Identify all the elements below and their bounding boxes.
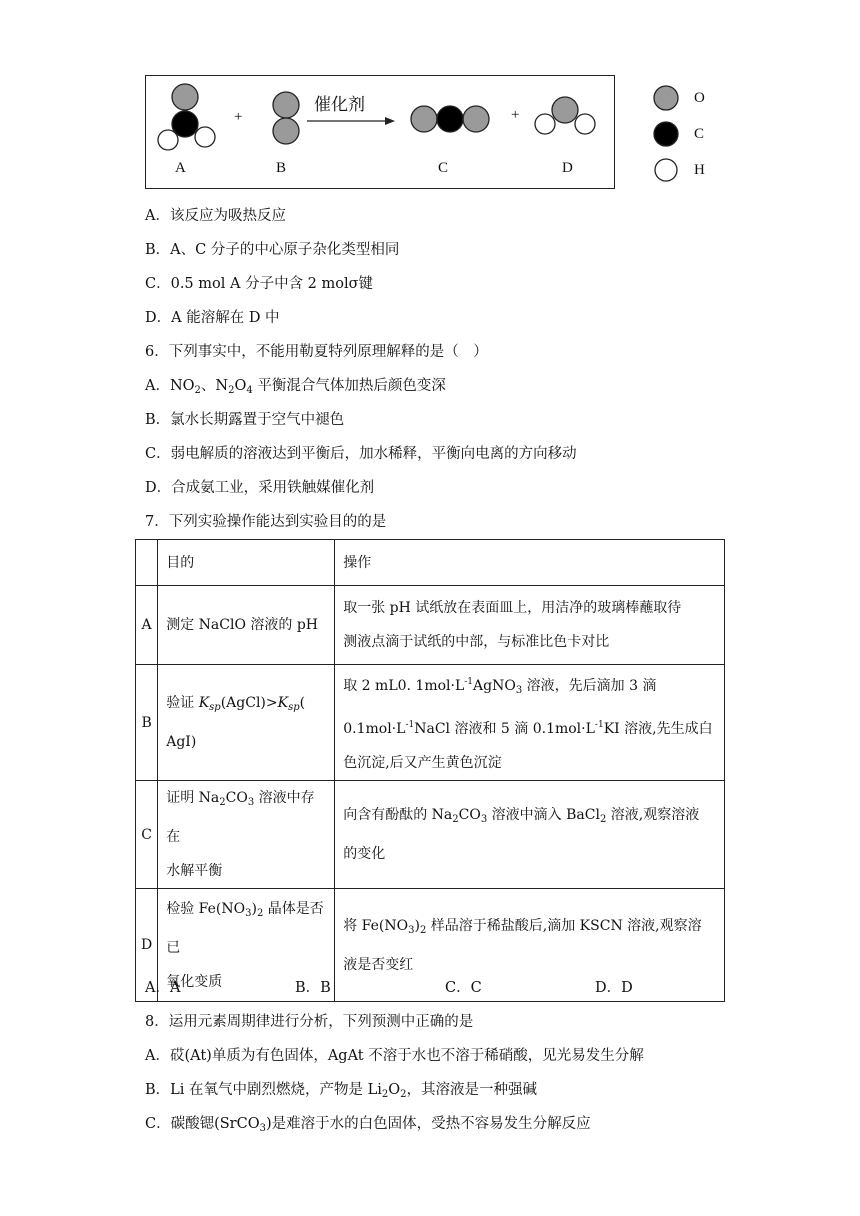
row-key: B	[136, 665, 158, 781]
legend-oxygen-swatch	[654, 86, 678, 110]
legend-hydrogen-label: H	[694, 162, 705, 178]
mol-a-carbon	[172, 111, 198, 137]
row-purpose: 验证 $K_{sp}(AgCl)>K_{sp}$( AgI)	[158, 665, 335, 781]
table-row	[136, 889, 725, 1002]
q6-option-a: A．$NO_2$、$N_2O_4$ 平衡混合气体加热后颜色变深	[145, 378, 446, 396]
q8-option-a: A．砹(At)单质为有色固体，AgAt 不溶于水也不溶于稀硝酸，见光易发生分解	[145, 1048, 644, 1064]
q6-option-c: C．弱电解质的溶液达到平衡后，加水稀释，平衡向电离的方向移动	[145, 446, 577, 462]
q7-option-a: A．A	[145, 980, 181, 996]
mol-a-label: A	[175, 160, 186, 176]
q5-option-d: D．A 能溶解在 D 中	[145, 310, 280, 326]
header-operation: 操作	[335, 540, 725, 586]
q7-stem: 7．下列实验操作能达到实验目的的是	[145, 514, 387, 530]
q5-option-b: B．A、C 分子的中心原子杂化类型相同	[145, 242, 400, 258]
q6-stem: 6．下列事实中，不能用勒夏特列原理解释的是（ ）	[145, 344, 488, 360]
row-key: D	[136, 889, 158, 1002]
mol-d-oxygen	[552, 97, 578, 123]
mol-b-oxygen-top	[273, 92, 299, 118]
table-row	[136, 586, 725, 665]
q8-option-c: C．碳酸锶(SrCO$_3$)是难溶于水的白色固体，受热不容易发生分解反应	[145, 1116, 591, 1134]
legend-oxygen-label: O	[694, 90, 705, 106]
q7-table	[135, 539, 725, 1002]
row-key: C	[136, 781, 158, 889]
header-purpose: 目的	[158, 540, 335, 586]
q8-option-b: B．Li 在氧气中剧烈燃烧，产物是 $Li_2O_2$，其溶液是一种强碱	[145, 1082, 538, 1100]
legend-carbon-label: C	[694, 126, 705, 142]
legend-hydrogen-swatch	[655, 159, 677, 181]
mol-b-label: B	[276, 160, 287, 176]
q7-option-d: D．D	[595, 980, 633, 996]
mol-d-hydrogen-left	[535, 114, 555, 134]
row-purpose: 证明 $Na_2CO_3$ 溶液中存在 水解平衡	[158, 781, 335, 889]
q6-option-d: D．合成氨工业，采用铁触媒催化剂	[145, 480, 375, 496]
mol-a-hydrogen-right	[195, 127, 215, 147]
mol-d-hydrogen-right	[575, 114, 595, 134]
row-purpose: 测定 NaClO 溶液的 pH	[158, 586, 335, 665]
row-purpose: 检验 $Fe(NO_3)_2$ 晶体是否 已 氧化变质	[158, 889, 335, 1002]
row-operation: 取 2 mL0. $1mol\cdot L^{-1}AgNO_3$ 溶液，先后滴加 3 滴 $0.1mol\cdot L^{-1}NaCl$ 溶液和 5 滴 $0.1mol\cdot L^{-1}KI$ 溶液,先生成白 色沉淀,后又产生黄色沉淀	[335, 665, 725, 781]
mol-c-carbon	[437, 106, 463, 132]
q6-option-b: B．氯水长期露置于空气中褪色	[145, 412, 345, 428]
q7-option-c: C．C	[445, 980, 482, 996]
row-operation: 向含有酚酞的 $Na_2CO_3$ 溶液中滴入 BaCl$_2$ 溶液,观察溶液 的变化	[335, 781, 725, 889]
plus-sign-1: +	[234, 109, 243, 125]
q7-option-b: B．B	[295, 980, 331, 996]
row-key: A	[136, 586, 158, 665]
q8-stem: 8．运用元素周期律进行分析，下列预测中正确的是	[145, 1014, 474, 1030]
reaction-diagram	[0, 0, 860, 200]
legend-carbon-swatch	[654, 122, 678, 146]
q5-option-c: C．0.5 mol A 分子中含 2 molσ键	[145, 276, 374, 292]
table-row	[136, 665, 725, 781]
reaction-arrow-head	[385, 117, 395, 125]
row-operation: 取一张 pH 试纸放在表面皿上，用洁净的玻璃棒蘸取待 测液点滴于试纸的中部，与标准比色卡对比	[335, 586, 725, 665]
catalyst-label: 催化剂	[314, 95, 365, 115]
q5-option-a: A．该反应为吸热反应	[145, 208, 286, 224]
row-operation: 将 $Fe(NO_3)_2$ 样品溶于稀盐酸后,滴加 KSCN 溶液,观察溶 液是否变红	[335, 889, 725, 1002]
mol-c-label: C	[438, 160, 449, 176]
mol-d-label: D	[562, 160, 573, 176]
mol-a-oxygen	[172, 84, 198, 110]
plus-sign-2: +	[511, 107, 520, 123]
mol-c-oxygen-right	[463, 106, 489, 132]
mol-b-oxygen-bottom	[273, 118, 299, 144]
table-row	[136, 781, 725, 889]
mol-c-oxygen-left	[411, 106, 437, 132]
table-header-row	[136, 540, 725, 586]
